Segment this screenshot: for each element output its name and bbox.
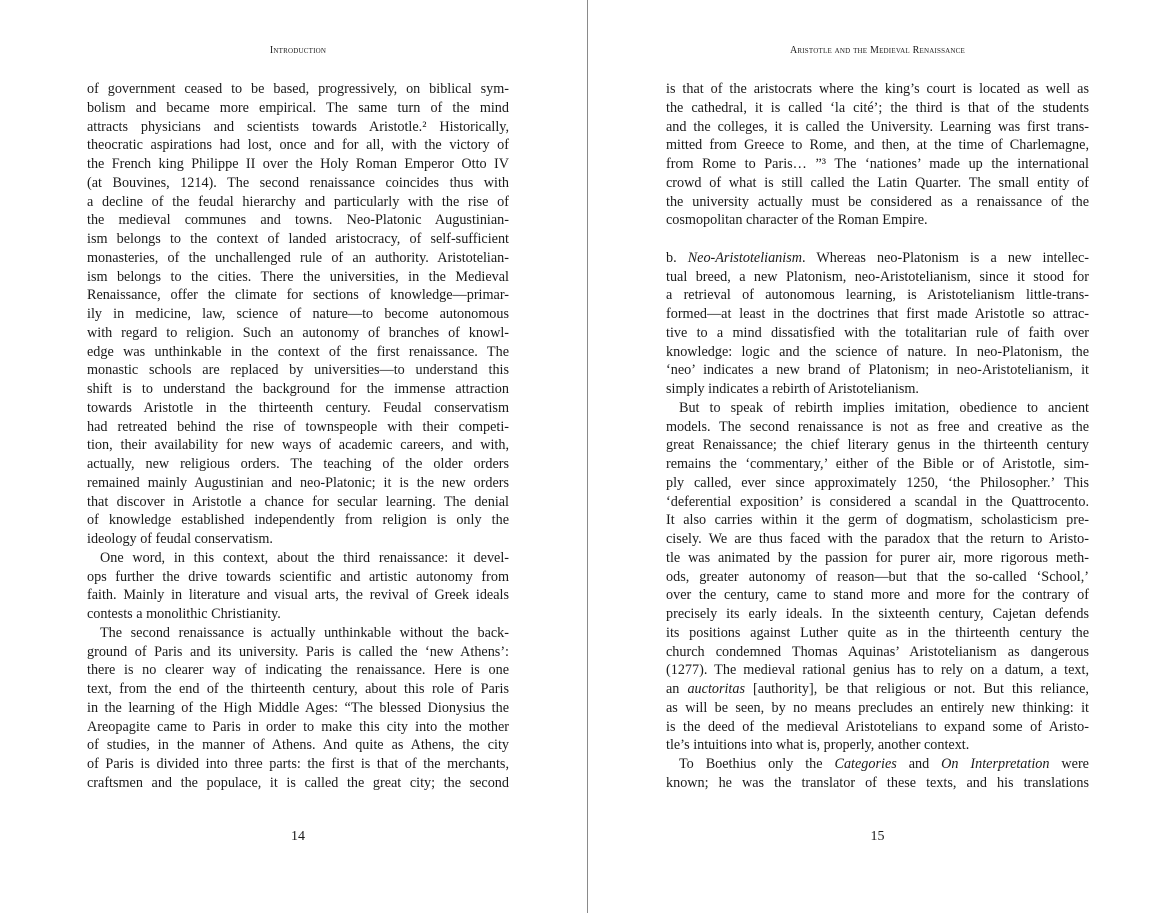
text-line: Renaissance, offer the climate for sections of knowledge—primar- xyxy=(87,287,509,304)
text-line: tive to a mind dissatisfied with the totalitarian rule of faith over xyxy=(666,324,1089,341)
text-line: with regard to religion. Such an autonomy of branches of knowl- xyxy=(87,324,509,341)
text-line: as will be seen, by no means precludes an entirely new thinking: it xyxy=(666,699,1089,716)
text-line: its positions against Luther quite as in the thirteenth century the xyxy=(666,624,1089,641)
paragraph xyxy=(87,549,509,624)
text-line: edge was unthinkable in the context of the first renaissance. The xyxy=(87,343,509,360)
page-number: 14 xyxy=(291,829,305,844)
running-head: Aristotle and the Medieval Renaissance xyxy=(789,45,966,56)
text-line: simply indicates a rebirth of Aristotelianism. xyxy=(666,381,919,397)
text-line: One word, in this context, about the third renaissance: it devel- xyxy=(100,549,509,566)
text-line: Areopagite came to Paris in order to make this city into the mother xyxy=(87,718,509,735)
text-line: great Renaissance; the chief literary genus in the thirteenth century xyxy=(666,437,1089,454)
text-line: ‘neo’ indicates a new brand of Platonism; in neo-Aristotelianism, it xyxy=(666,362,1089,379)
text-line: precisely its early ideals. In the sixteenth century, Cajetan defends xyxy=(666,606,1089,622)
running-head: Introduction xyxy=(269,45,327,56)
italic-text: Categories xyxy=(834,756,897,772)
text-segment: and xyxy=(896,756,942,772)
text-line: ops further the drive towards scientific and artistic autonomy from xyxy=(87,568,509,585)
text-line: in the learning of the High Middle Ages: “The blessed Dionysius the xyxy=(87,699,509,716)
text-line: of government ceased to be based, progressively, on biblical sym- xyxy=(87,81,509,97)
text-line: (at Bouvines, 1214). The second renaissance coincides thus with xyxy=(87,174,509,191)
paragraph xyxy=(666,80,1089,249)
text-line: remained mainly Augustinian and neo-Platonic; it is the new orders xyxy=(87,474,509,491)
text-line: attracts physicians and scientists towards Aristotle.² Historically, xyxy=(87,118,509,135)
text-line: of knowledge established independently from religion is only the xyxy=(87,512,509,529)
text-line: remains the ‘commentary,’ either of the Bible or of Aristotle, sim- xyxy=(666,456,1089,472)
text-line xyxy=(666,680,1089,699)
text-line: crowd of what is still called the Latin Quarter. The small entity of xyxy=(666,174,1089,191)
text-line: church condemned Thomas Aquinas’ Aristotelianism as dangerous xyxy=(666,643,1089,660)
paragraph xyxy=(666,755,1089,793)
text-line: of studies, in the manner of Athens. And quite as Athens, the city xyxy=(87,737,509,754)
italic-text: auctoritas xyxy=(687,681,745,697)
text-line: that discover in Aristotle a chance for secular learning. The denial xyxy=(87,493,509,510)
text-line: tle’s intuitions into what is, properly, another context. xyxy=(666,737,970,754)
text-line: But to speak of rebirth implies imitation, obedience to ancient xyxy=(679,399,1089,416)
text-line: craftsmen and the populace, it is called the great city; the second xyxy=(87,774,509,791)
text-line: theocratic aspirations had lost, once and for all, with the victory of xyxy=(87,137,509,154)
text-segment: an xyxy=(666,681,688,697)
text-line: there is no clearer way of indicating the renaissance. Here is one xyxy=(87,662,509,679)
text-line: ism belongs to the cities. There the universities, in the Medieval xyxy=(87,268,509,285)
text-line: bolism and became more empirical. The same turn of the mind xyxy=(87,99,509,116)
text-line: tion, their availability for new ways of academic careers, and with, xyxy=(87,437,509,454)
text-line: actually, new religious orders. The teaching of the older orders xyxy=(87,456,509,472)
text-segment: To Boethius only the xyxy=(679,756,835,772)
text-line: formed—at least in the doctrines that first made Aristotle so attrac- xyxy=(666,306,1089,322)
text-line: the cathedral, it is called ‘la cité’; the third is that of the students xyxy=(666,99,1089,116)
paragraph xyxy=(666,399,1089,755)
text-line: faith. Mainly in literature and visual arts, the revival of Greek ideals xyxy=(87,587,509,604)
text-line: ideology of feudal conservatism. xyxy=(87,531,273,547)
text-line: cosmopolitan character of the Roman Empire. xyxy=(666,212,928,229)
paragraph xyxy=(666,249,1089,399)
text-line: ism belongs to the context of landed aristocracy, of self-sufficient xyxy=(87,231,509,247)
text-segment: . Whereas neo-Platonism is a new intellec- xyxy=(801,249,1089,266)
italic-text: On Interpretation xyxy=(941,756,1050,772)
left-page xyxy=(0,0,587,913)
text-line: ply called, ever since approximately 1250, ‘the Philosopher.’ This xyxy=(666,474,1089,491)
text-line: of Paris is divided into three parts: the first is that of the merchants, xyxy=(87,756,509,772)
text-line: the university actually must be considered as a renaissance of the xyxy=(666,193,1089,210)
text-line: tual breed, a new Platonism, neo-Aristotelianism, since it stood for xyxy=(666,268,1089,285)
italic-text: Neo-Aristotelianism xyxy=(687,249,802,266)
paragraph-gap xyxy=(666,230,1089,249)
text-line: It also carries within it the germ of dogmatism, scholasticism pre- xyxy=(666,512,1089,529)
page-body xyxy=(87,80,509,793)
right-page xyxy=(588,0,1175,913)
page-body xyxy=(666,80,1089,793)
text-line: ‘deferential exposition’ is considered a scandal in the Quattrocento. xyxy=(666,493,1089,510)
text-line xyxy=(666,249,1089,268)
text-line: cisely. We are thus faced with the paradox that the return to Aristo- xyxy=(666,531,1089,547)
text-line: contests a monolithic Christianity. xyxy=(87,606,281,622)
text-line: knowledge: logic and the science of nature. In neo-Platonism, the xyxy=(666,343,1089,360)
text-line: monasteries, of the unchallenged rule of an authority. Aristotelian- xyxy=(87,249,509,266)
text-line: (1277). The medieval rational genius has to rely on a datum, a text, xyxy=(666,662,1089,679)
text-line: over the century, came to stand more and more for the contrary of xyxy=(666,587,1089,604)
text-line: ods, greater autonomy of reason—but that the so-called ‘School,’ xyxy=(666,568,1089,585)
paragraph xyxy=(87,80,509,549)
text-line: text, from the end of the thirteenth century, about this role of Paris xyxy=(87,681,509,697)
text-line: and the colleges, it is called the University. Learning was first trans- xyxy=(666,118,1089,135)
text-line: the French king Philippe II over the Holy Roman Emperor Otto IV xyxy=(87,156,509,172)
text-line: a retrieval of autonomous learning, is Aristotelianism little-trans- xyxy=(666,287,1089,304)
text-line: The second renaissance is actually unthinkable without the back- xyxy=(100,624,509,641)
page-number: 15 xyxy=(870,829,885,844)
text-line: tle was animated by the passion for purer air, more rigorous meth- xyxy=(666,549,1089,566)
text-line: is that of the aristocrats where the king’s court is located as well as xyxy=(666,81,1089,97)
text-segment: b. xyxy=(666,249,688,266)
text-line: is the deed of the medieval Aristotelians to expand some of Aristo- xyxy=(666,718,1089,735)
text-line: ground of Paris and its university. Paris is called the ‘new Athens’: xyxy=(87,643,509,660)
text-line: towards Aristotle in the thirteenth century. Feudal conservatism xyxy=(87,399,509,416)
text-line: from Rome to Paris… ”³ The ‘nationes’ made up the international xyxy=(666,156,1089,172)
text-line: a decline of the feudal hierarchy and particularly with the rise of xyxy=(87,193,509,210)
text-line: models. The second renaissance is not as free and creative as the xyxy=(666,418,1089,435)
text-line: had retreated behind the rise of townspeople with their competi- xyxy=(87,418,509,435)
text-line: mitted from Greece to Rome, and then, at the time of Charlemagne, xyxy=(666,137,1089,154)
text-line xyxy=(666,755,1089,774)
text-line: the medieval communes and towns. Neo-Platonic Augustinian- xyxy=(87,212,509,229)
text-line: known; he was the translator of these texts, and his translations xyxy=(666,774,1089,791)
text-segment: were xyxy=(1049,756,1089,772)
text-line: monastic schools are replaced by universities—to understand this xyxy=(87,362,509,379)
text-line: ily in medicine, law, science of nature—to become autonomous xyxy=(87,306,509,322)
paragraph xyxy=(87,624,509,793)
text-segment: [authority], be that religious or not. But this reliance, xyxy=(745,681,1089,697)
text-line: shift is to understand the background for the immense attraction xyxy=(87,381,509,397)
